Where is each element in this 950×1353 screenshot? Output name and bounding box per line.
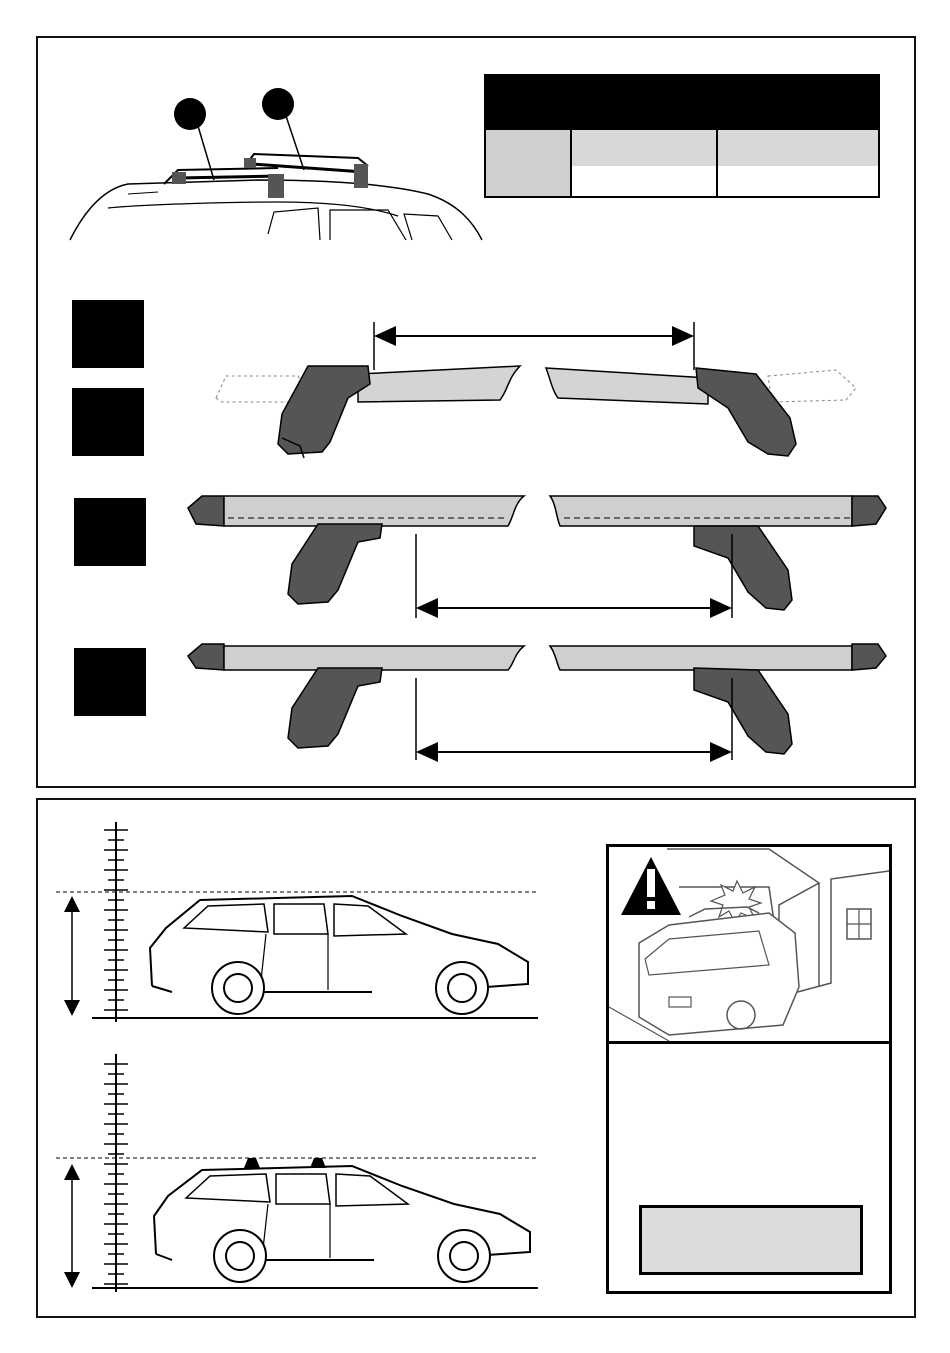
spec-table — [484, 74, 880, 198]
warning-box — [606, 844, 892, 1294]
variant-marker-3 — [74, 498, 146, 566]
car-height-with-rack — [52, 1048, 552, 1298]
spec-cell — [718, 166, 878, 196]
spec-cell — [572, 130, 718, 166]
aero-bar-plain-diagram — [188, 638, 888, 768]
callout-1 — [174, 98, 206, 130]
height-warning-panel — [36, 798, 916, 1318]
variant-marker-2 — [72, 388, 144, 456]
warning-text — [629, 1057, 873, 1187]
warning-divider — [609, 1041, 889, 1044]
warning-note-box — [639, 1205, 863, 1275]
callout-2 — [262, 88, 294, 120]
spec-table-header — [486, 76, 878, 130]
spec-row-label — [486, 130, 572, 196]
spec-cell — [718, 130, 878, 166]
installation-panel — [36, 36, 916, 788]
variant-marker-4 — [74, 648, 146, 716]
garage-collision-illustration — [609, 847, 889, 1041]
car-roof-illustration — [68, 84, 488, 244]
variant-marker-1 — [72, 300, 144, 368]
flush-bar-diagram — [208, 318, 868, 458]
spec-cell — [572, 166, 718, 196]
aero-bar-slotted-diagram — [188, 490, 888, 620]
car-height-without-rack — [52, 816, 552, 1026]
